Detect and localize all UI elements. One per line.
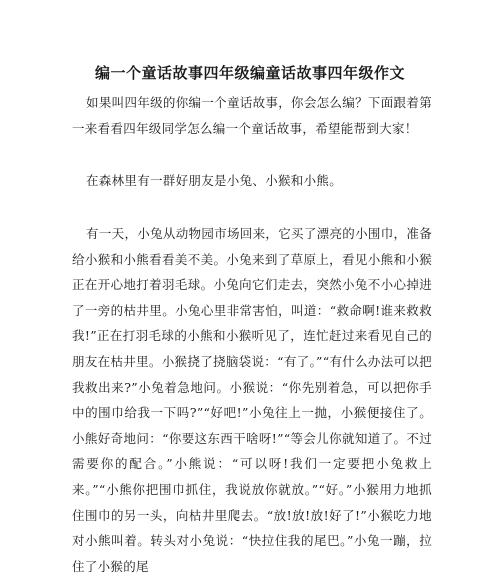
document-title: 编一个童话故事四年级编童话故事四年级作文: [94, 64, 405, 82]
forest-paragraph: 在森林里有一群好朋友是小兔、小猴和小熊。: [86, 173, 343, 188]
story-paragraph: 有一天，小兔从动物园市场回来，它买了漂亮的小围巾，准备给小猴和小熊看看美不美。小兔来到了草原上，看见小熊和小猴正在开心地打着羽毛球。小兔向它们走去，突然小兔不小心掉进了一旁的枯井里。小兔心里非常害怕，叫道：“救命啊!谁来救救我!”正在打羽毛球的小熊和小猴听见了，连忙赶过来看见自己的朋友在枯井里。小猴挠了挠脑袋说：“有了。”“有什么办法可以把我救出来?”小兔着急地问。小猴说：“你先别着急，可以把你手中的围巾给我一下吗?”“好吧!”小兔往上一抛，小猴便接住了。小熊好奇地问：“你要这东西干啥呀!”“等会儿你就知道了。不过需要你的配合。”小熊说：“可以呀!我们一定要把小兔救上来。”“小熊你把围巾抓住，我说放你就放。”“好。”小猴用力地抓住围巾的另一头，向枯井里爬去。“放!放!放!好了!”小猴吃力地对小熊叫着。转头对小兔说：“快拉住我的尾巴。”小兔一蹦，拉住了小猴的尾: [72, 226, 432, 574]
intro-paragraph: 如果叫四年级的你编一个童话故事，你会怎么编？下面跟着第一来看看四年级同学怎么编一个童话故事，希望能帮到大家！: [72, 95, 432, 136]
